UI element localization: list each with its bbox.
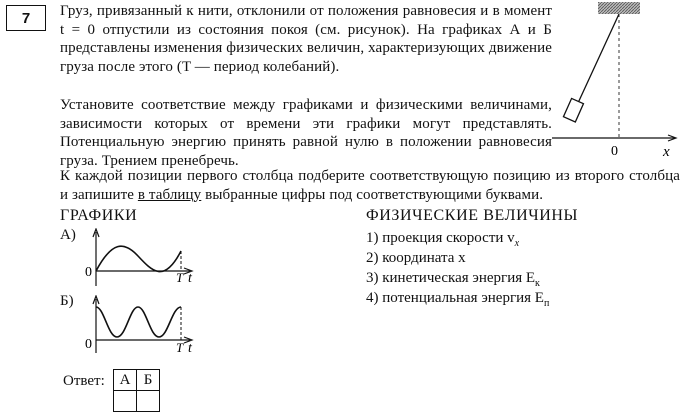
graph-a-t-label: t (188, 271, 192, 286)
answer-label: Ответ: (63, 373, 105, 389)
quantity-option-4: 4) потенциальная энергия $E_п$ (366, 290, 550, 309)
ceiling-mount (598, 2, 640, 14)
instruction-text-end: выбранные цифры под соответствующими буквами. (201, 186, 544, 203)
answer-col-b-header: Б (137, 370, 160, 391)
task-paragraph-3 (60, 167, 680, 204)
answer-table (113, 369, 160, 412)
graph-b (82, 295, 197, 355)
graph-a-label: А) (60, 227, 76, 243)
weight (563, 98, 583, 122)
quantity-option-3: 3) кинетическая энергия $E_к$ (366, 270, 540, 289)
graph-b-period-label: T (176, 340, 184, 355)
graph-a-period-label: T (176, 270, 184, 285)
task-number: 7 (6, 5, 46, 31)
answer-cell-b[interactable] (137, 391, 160, 412)
quantities-title: ФИЗИЧЕСКИЕ ВЕЛИЧИНЫ (366, 207, 579, 224)
instruction-text-start: К каждой позиции первого столбца подберите соответствующую позицию из второго столбца и запишите (60, 168, 680, 203)
answer-col-a-header: А (114, 370, 137, 391)
quantity-option-1: 1) проекция скорости $v_x$ (366, 230, 520, 249)
graph-a (82, 228, 197, 288)
quantity-option-2: 2) координата x (366, 250, 466, 266)
graph-b-label: Б) (60, 293, 74, 309)
graph-b-origin: 0 (85, 337, 92, 352)
thread (578, 14, 619, 103)
figure-origin-label: 0 (611, 144, 618, 159)
graph-a-curve (96, 246, 181, 271)
graph-b-t-label: t (188, 341, 192, 355)
figure-axis-label: x (663, 144, 670, 160)
graphs-title: ГРАФИКИ (60, 207, 138, 224)
task-paragraph-1: Груз, привязанный к нити, отклонили от положения равновесия и в момент t = 0 отпустили из состояния покоя (см. рисунок). На графиках А и Б представлены изменения физических величин, характеризующих движение груза после этого (T — период колебаний). (60, 3, 552, 75)
pendulum-figure (550, 0, 687, 165)
graph-b-curve (96, 307, 181, 337)
task-paragraph-2: Установите соответствие между графиками и физическими величинами, зависимости которых от времени эти графики могут представлять. Потенциальную энергию принять равной нулю в положении равновесия груза. Трением пренебречь. (60, 97, 552, 169)
graph-a-origin: 0 (85, 265, 92, 280)
answer-cell-a[interactable] (114, 391, 137, 412)
table-link[interactable]: в таблицу (137, 186, 202, 203)
